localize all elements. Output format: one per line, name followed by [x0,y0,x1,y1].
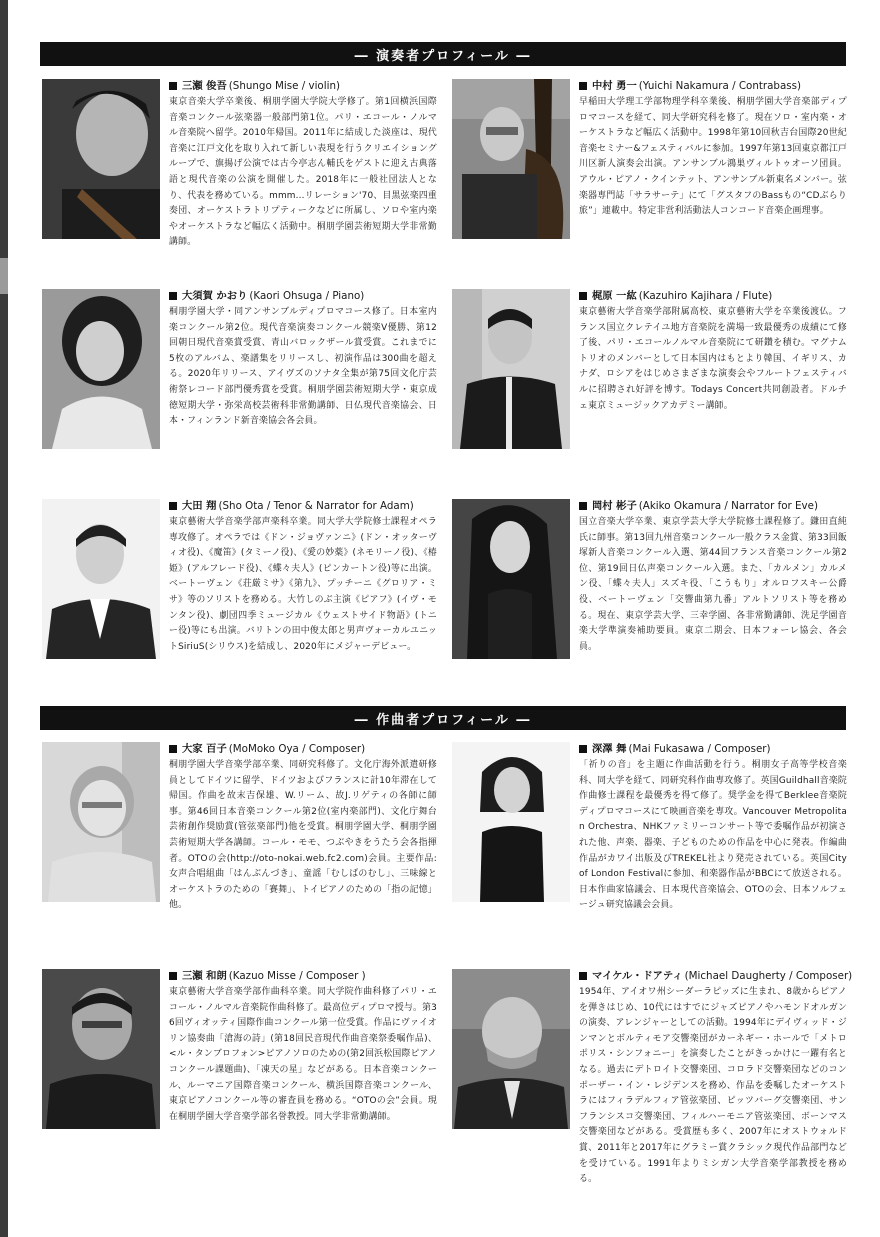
profile-shungo-mise [42,79,437,251]
portrait-photo [42,289,160,449]
portrait-photo [42,499,160,659]
bullet-square-icon [169,292,177,300]
performer-bio: 東京音楽大学卒業後、桐朋学園大学院大学修了。第1回横浜国際音楽コンクール弦楽器一般部門第1位。パリ・エコール・ノルマル音楽院へ留学。2010年帰国。2011年に結成した淡座は、現代音楽に江戸文化を取り入れて新しい表現を行うクリエイショングループで、旗揚げ公演では古今亭志ん輔氏をゲストに迎え古典落語と現代音楽の公演を開催した。2018年に一般社団法人となり、代表を務めている。mmm...リレーション'70、目黒弦楽四重奏団、オーケストラトリプティークなどに所属し、ソロや室内楽やオーケストラなど幅広く活動中。桐朋学園芸術短期大学非常勤講師。 [169,97,437,248]
profile-momoko-oya [42,742,437,914]
performer-name-line [579,79,847,93]
portrait-photo [42,79,160,239]
profile-akiko-okamura [452,499,847,659]
portrait-photo [452,289,570,449]
performer-name: 三瀬 俊吾 [182,80,227,92]
performer-roman-name: (Kaori Ohsuga / Piano) [249,290,365,302]
performer-bio: 国立音楽大学卒業、東京学芸大学大学院修士課程修了。鎌田直純氏に師事。第13回九州音楽コンクール一般クラス金賞、第33回飯塚新人音楽コンクール入選、第44回フランス音楽コンクール第2位、第19回日仏声楽コンクール入選。また、「カルメン」カルメン役、「蝶々夫人」スズキ役、「こうもり」オルロフスキー公爵役、ベートーヴェン「交響曲第九番」アルトソリスト等を務める。現在、東京学芸大学、三幸学園、各非常勤講師、洗足学園音楽大学準演奏補助要員。東京二期会、日本フォーレ協会、各会員。 [579,517,847,652]
portrait-photo [42,969,160,1129]
bullet-square-icon [579,972,587,980]
composer-roman-name: (Kazuo Misse / Composer ) [228,970,366,982]
performer-name: 岡村 彬子 [592,500,637,512]
performer-name-line [169,289,437,303]
portrait-photo [452,742,570,902]
profile-mai-fukasawa [452,742,847,914]
bullet-square-icon [169,82,177,90]
composer-bio: 東京藝術大学音楽学部作曲科卒業。同大学院作曲科修了パリ・エコール・ノルマル音楽院作曲科修了。最高位ディプロマ授与。第36回ヴィオッティ国際作曲コンクール第一位受賞。作品にヴァイオリン協奏曲「滄海の詩」(第18回民音現代作曲音楽祭委嘱作品)、<ル・タンブロフォン>ピアノソロのための(第2回浜松国際ピアノコンクール課題曲)、「凍天の星」などがある。日本音楽コンクール、ルーマニア国際音楽コンクール、横浜国際音楽コンクール、東京ピアノコンクール等の審査員を務める。“OTOの会”会員。現在桐朋学園大学音楽学部名誉教授。同大学非常勤講師。 [169,987,437,1122]
composer-bio: 桐朋学園大学音楽学部卒業、同研究科修了。文化庁海外派遣研修員としてドイツに留学、ドイツおよびフランスに計10年滞在して帰国。作曲を故末吉保雄、W.リーム、故J.リゲティの各師に師事。第46回日本音楽コンクール第2位(室内楽部門)、文化庁舞台芸術創作奨励賞(管弦楽部門)他を受賞。桐朋学園大学、桐朋学園芸術短期大学各講師。コール・モモ、つぶやきをうたう会各指揮者。OTOの会(http://oto-nokai.web.fc2.com)会員。主要作品:女声合唱組曲「はんぶんづき」、童謡「むしばのむし」、三味線とオーケストラのための「賽舞」、トイピアノのための「指の記憶」他。 [169,760,437,911]
composer-roman-name: (MoMoko Oya / Composer) [228,743,366,755]
page-edge-strip [0,0,8,1237]
performer-roman-name: (Sho Ota / Tenor & Narrator for Adam) [218,500,414,512]
bullet-square-icon [579,502,587,510]
bullet-square-icon [169,502,177,510]
portrait-photo [452,79,570,239]
bullet-square-icon [169,745,177,753]
performer-bio: 桐朋学園大学・同アンサンブルディプロマコース修了。日本室内楽コンクール第2位。現代音楽演奏コンクール競楽V優勝、第12回朝日現代音楽賞受賞、青山バロックザール賞受賞。これまでに5枚のアルバム、楽譜集をリリースし、初演作品は300曲を超える。2020年リリース、アイヴズのソナタ全集が第75回文化庁芸術祭レコード部門優秀賞を受賞。桐朋学園芸術短期大学・東京成徳短期大学・弥栄高校芸術科非常勤講師、日仏現代音楽協会、日本・フィンランド新音楽協会各会員。 [169,307,437,427]
performer-name: 大須賀 かおり [182,290,248,302]
performer-name-line [579,289,847,303]
bullet-square-icon [579,292,587,300]
page-edge-tab [0,258,8,294]
composer-bio: 「祈りの音」を主題に作曲活動を行う。桐朋女子高等学校音楽科、同大学を経て、同研究科作曲専攻修了。英国Guildhall音楽院作曲修士課程を最優秀を得て修了。奨学金を得てBerklee音楽院ディプロマコースにて映画音楽を専攻。Vancouver Metropolitan Orchestra、NHKファミリーコンサート等で委嘱作品が初演された他、声楽、器楽、子どものための作品を中心に発表。作編曲作品がカワイ出版及びTREKEL社より発売されている。英国City of London Festivalに参加、和楽器作品がBBCにて放送される。日本作曲家協議会、日本現代音楽協会、OTOの会、日本ソルフェージュ研究協議会会員。 [579,760,847,911]
portrait-photo [42,742,160,902]
profile-yuichi-nakamura [452,79,847,239]
composers-section-header [40,706,846,730]
performer-name: 梶原 一紘 [592,290,637,302]
composer-roman-name: (Mai Fukasawa / Composer) [628,743,771,755]
performers-section-title: ― 演奏者プロフィール ― [354,48,532,64]
performer-name: 大田 翔 [182,500,217,512]
composer-name-line [579,742,847,756]
portrait-photo [452,969,570,1129]
performer-bio: 東京藝術大学音楽学部声楽科卒業。同大学大学院修士課程オペラ専攻修了。オペラでは《ドン・ジョヴァンニ》(ドン・オッターヴィオ役)、《魔笛》(タミーノ役)、《愛の妙薬》(ネモリーノ役)、《椿姫》(アルフレード役)、《蝶々夫人》(ピンカートン役)等に出演。ベートーヴェン《荘厳ミサ》《第九》、プッチーニ《グロリア・ミサ》等のソリストを務める。大竹しのぶ主演《ピアフ》(イヴ・モンタン役)、劇団四季ミュージカル《ウェストサイド物語》(トニー役)等にも出演。バリトンの田中俊太郎と男声ヴォーカルユニットSiriuS(シリウス)を結成し、2020年にメジャーデビュー。 [169,517,437,652]
composer-name-line [579,969,853,983]
bullet-square-icon [169,972,177,980]
performer-name-line [579,499,847,513]
performer-name-line [169,499,437,513]
portrait-photo [452,499,570,659]
performer-name-line [169,79,437,93]
composers-section-title: ― 作曲者プロフィール ― [354,712,532,728]
composer-name-line [169,742,437,756]
bullet-square-icon [579,745,587,753]
performer-roman-name: (Yuichi Nakamura / Contrabass) [638,80,802,92]
composer-name-line [169,969,437,983]
profile-michael-daugherty [452,969,853,1188]
composer-name: 深澤 舞 [592,743,627,755]
composer-name: 大家 百子 [182,743,227,755]
composer-bio: 1954年、アイオワ州シーダーラピッズに生まれ、8歳からピアノを弾きはじめ、10代にはすでにジャズピアノやハモンドオルガンの演奏、アレンジャーとしての活動。1994年にデイヴィッド・ジンマンとボルティモア交響楽団がカーネギー・ホールで「メトロポリス・シンフォニー」を演奏したことがきっかけに一躍有名となる。過去にデトロイト交響楽団、コロラド交響楽団などのコンポーザー・イン・レジデンスを務め、作品を委嘱したオーケストラにはフィラデルフィア管弦楽団、ピッツバーグ交響楽団、サンフランシスコ交響楽団、フィルハーモニア管弦楽団、ボーンマス交響楽団などがある。受賞歴も多く、2007年にオストウォルド賞、2011年と2017年にグラミー賞クラシック現代作品部門などを受けている。1991年よりミシガン大学音楽学部教授を務める。 [579,987,847,1185]
profile-sho-ota [42,499,437,659]
composer-name: 三瀬 和朗 [182,970,227,982]
performer-name: 中村 勇一 [592,80,637,92]
composer-name: マイケル・ドアティ [592,970,683,982]
bullet-square-icon [579,82,587,90]
composer-roman-name: (Michael Daugherty / Composer) [684,970,853,982]
performer-roman-name: (Akiko Okamura / Narrator for Eve) [638,500,818,512]
profile-kaori-ohsuga [42,289,437,449]
profile-kazuhiro-kajihara [452,289,847,449]
performer-roman-name: (Shungo Mise / violin) [228,80,341,92]
profile-kazuo-misse [42,969,437,1129]
performers-section-header [40,42,846,66]
performer-bio: 東京藝術大学音楽学部附属高校、東京藝術大学を卒業後渡仏。フランス国立クレテイユ地方音楽院を満場一致最優秀の成績にて修了後、パリ・エコールノルマル音楽院にて研鑽を積む。マグナムトリオのメンバーとして日本国内はもとより韓国、イギリス、カナダ、ロシアをはじめさまざまな演奏会やフルートフェスティバルに招聘され好評を博す。Todays Concert共同創設者。ドルチェ東京ミュージックアカデミー講師。 [579,307,847,411]
performer-roman-name: (Kazuhiro Kajihara / Flute) [638,290,773,302]
performer-bio: 早稲田大学理工学部物理学科卒業後、桐朋学園大学音楽部ディプロマコースを経て、同大学研究科を修了。現在ソロ・室内楽・オーケストラなど幅広く活動中。1998年第10回秋吉台国際20世紀音楽セミナー&フェスティバルに参加。1997年第13回東京都江戸川区新人演奏会出演。アンサンブル鴻巣ヴィルトゥオーソ団員。アウル・ピアノ・クインテット、アンサンブル新東名メンバー。弦楽器専門誌「サラサーテ」にて「グスタフのBassもの“CDぶらり旅”」連載中。特定非営利活動法人コンコード音楽企画理事。 [579,97,847,217]
